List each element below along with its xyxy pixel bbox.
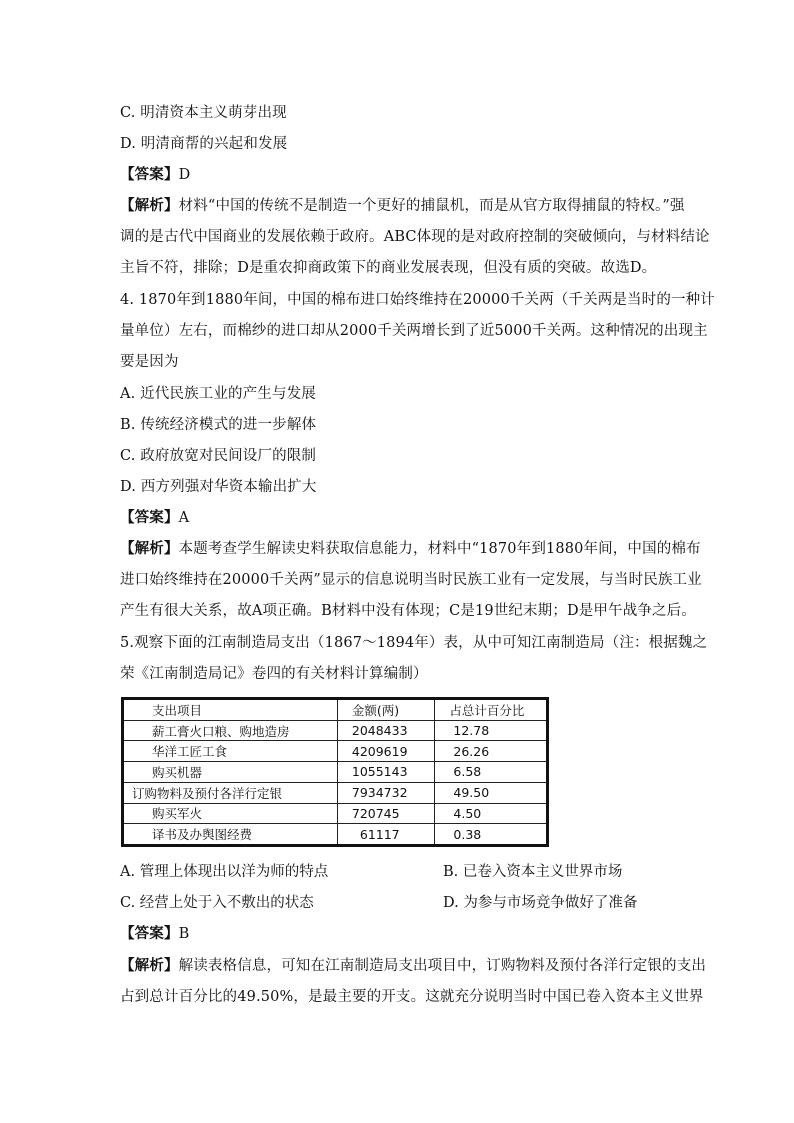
q5-analysis-line-2: 占到总计百分比的49.50%，是最主要的开支。这就充分说明当时中国已卷入资本主义世界 [120, 989, 704, 1005]
q5-answer [120, 924, 680, 944]
table-row [123, 720, 548, 741]
q4-option-c: C. 政府放宽对民间设厂的限制 [120, 448, 317, 464]
q5-option-b: B. 已卷入资本主义世界市场 [443, 864, 623, 880]
q4-analysis-line-1: 【解析】本题考查学生解读史料获取信息能力，材料中“1870年到1880年间，中国的棉布 [120, 540, 701, 557]
answer-value: B [178, 926, 190, 942]
q4-stem-line-1: 4. 1870年到1880年间，中国的棉布进口始终维持在20000千关两（千关两是当时的一种计 [120, 292, 715, 308]
analysis-label: 【解析】 [120, 540, 179, 557]
q5-option-a: A. 管理上体现出以洋为师的特点 [120, 864, 329, 880]
table-cell: 译书及办舆图经费 [123, 824, 338, 846]
answer-value: D [178, 167, 191, 183]
table-header: 支出项目 [123, 699, 338, 721]
table-cell: 26.26 [435, 741, 548, 762]
analysis-label: 【解析】 [120, 197, 179, 214]
q4-option-a: A. 近代民族工业的产生与发展 [120, 386, 316, 402]
table-cell: 华洋工匠工食 [123, 741, 338, 762]
table-cell: 订购物料及预付各洋行定银 [123, 782, 338, 803]
q5-stem-line-1: 5.观察下面的江南制造局支出（1867～1894年）表，从中可知江南制造局（注：根据魏之 [120, 635, 708, 651]
expenditure-table [121, 697, 549, 847]
table-cell: 4.50 [435, 803, 548, 824]
table-row [123, 782, 548, 803]
table-cell: 2048433 [337, 720, 435, 741]
q4-stem-line-3: 要是因为 [120, 354, 179, 370]
table-cell: 1055143 [337, 762, 435, 783]
q5-analysis-line-1: 【解析】解读表格信息，可知在江南制造局支出项目中，订购物料及预付各洋行定银的支出 [120, 957, 707, 974]
table-cell: 6.58 [435, 762, 548, 783]
q4-option-b: B. 传统经济模式的进一步解体 [120, 417, 317, 433]
q4-analysis-line-2: 进口始终维持在20000千关两”显示的信息说明当时民族工业有一定发展，与当时民族工业 [120, 572, 702, 588]
q3-answer [120, 165, 680, 185]
table-cell: 薪工膏火口粮、购地造房 [123, 720, 338, 741]
table-row [123, 762, 548, 783]
q3-analysis-line-3: 主旨不符，排除；D是重农抑商政策下的商业发展表现，但没有质的突破。故选D。 [120, 260, 657, 276]
q3-analysis-line-2: 调的是古代中国商业的发展依赖于政府。ABC体现的是对政府控制的突破倾向，与材料结论 [120, 229, 710, 245]
answer-label: 【答案】 [120, 925, 179, 942]
q4-analysis-line-3: 产生有很大关系，故A项正确。B材料中没有体现；C是19世纪末期；D是甲午战争之后。 [120, 603, 696, 619]
q5-option-c: C. 经营上处于入不敷出的状态 [120, 895, 314, 911]
answer-label: 【答案】 [120, 509, 179, 526]
table-header: 金额(两) [337, 699, 435, 721]
table-cell: 0.38 [435, 824, 548, 846]
answer-value: A [178, 510, 190, 526]
table-header-row [123, 699, 548, 721]
table-cell: 购买军火 [123, 803, 338, 824]
table-cell: 720745 [337, 803, 435, 824]
table-cell: 12.78 [435, 720, 548, 741]
q4-stem-line-2: 量单位）左右，而棉纱的进口却从2000千关两增长到了近5000千关两。这种情况的出现主 [120, 323, 708, 339]
answer-label: 【答案】 [120, 166, 179, 183]
q5-stem-line-2: 荣《江南制造局记》卷四的有关材料计算编制） [120, 666, 428, 682]
table-header: 占总计百分比 [435, 699, 548, 721]
table-cell: 7934732 [337, 782, 435, 803]
q4-option-d: D. 西方列强对华资本输出扩大 [120, 479, 317, 495]
table-row [123, 741, 548, 762]
table-row [123, 824, 548, 846]
table-cell: 4209619 [337, 741, 435, 762]
table-cell: 49.50 [435, 782, 548, 803]
q3-option-d: D. 明清商帮的兴起和发展 [120, 136, 288, 152]
table-cell: 购买机器 [123, 762, 338, 783]
q5-option-d: D. 为参与市场竞争做好了准备 [443, 895, 638, 911]
q3-analysis-line-1: 【解析】材料“中国的传统不是制造一个更好的捕鼠机，而是从官方取得捕鼠的特权。”强 [120, 197, 685, 214]
table-cell: 61117 [337, 824, 435, 846]
q3-option-c: C. 明清资本主义萌芽出现 [120, 105, 287, 121]
table-row [123, 803, 548, 824]
q4-answer [120, 508, 680, 528]
analysis-label: 【解析】 [120, 957, 179, 974]
